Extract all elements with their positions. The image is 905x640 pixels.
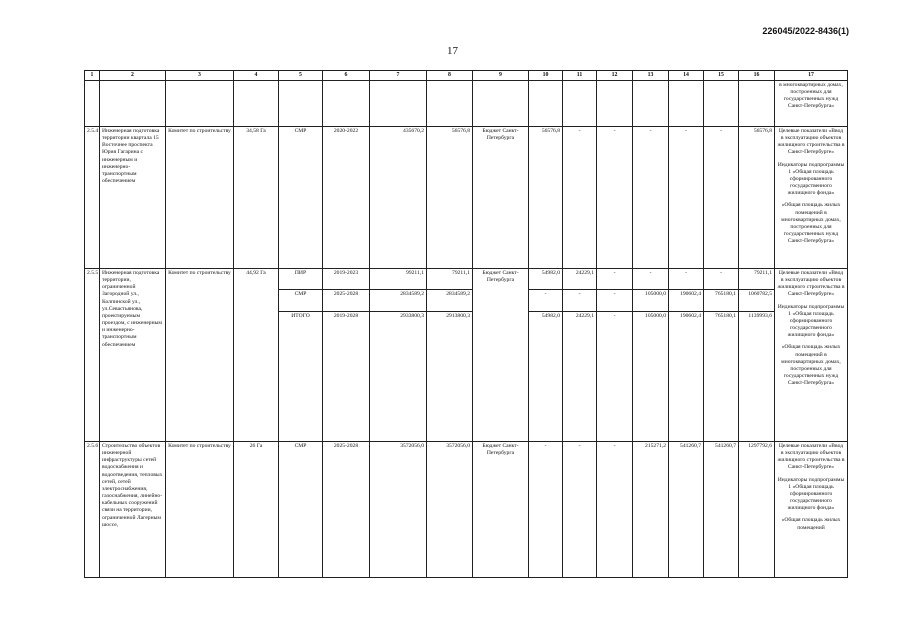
year-value: - <box>669 269 704 290</box>
executor: Комитет по строительству <box>166 127 234 269</box>
year-value: 54982,0 <box>529 312 563 442</box>
period: 2019-2023 <box>323 269 370 290</box>
indicator-subprogram: Индикаторы подпрограммы 1 «Общая площадь сформированного государственного жилищного фонда» <box>777 161 845 197</box>
estimated-cost: 2834589,2 <box>370 290 427 312</box>
indicator-subprogram: Индикаторы подпрограммы 1 «Общая площадь сформированного государственного жилищного фонда» <box>777 303 845 339</box>
row-number: 2.5.4 <box>85 127 100 269</box>
year-value: - <box>597 290 633 312</box>
page-number: 17 <box>447 45 458 57</box>
column-header: 8 <box>427 71 473 81</box>
column-header: 17 <box>775 71 848 81</box>
area: 34,58 Га <box>234 127 279 269</box>
year-value: - <box>563 442 597 578</box>
table-cell <box>563 81 597 127</box>
indicator-target: Целевые показатели «Ввод в эксплуатацию объектов жилищного строительства в Санкт-Петербурге» <box>777 443 845 471</box>
column-header: 9 <box>473 71 529 81</box>
year-value: 54982,0 <box>529 269 563 290</box>
estimated-cost: 99211,1 <box>370 269 427 290</box>
year-value: - <box>597 127 633 269</box>
year-value: 541260,7 <box>669 442 704 578</box>
document-id: 226045/2022-8436(1) <box>762 26 849 36</box>
period: 2019-2028 <box>323 312 370 442</box>
continuation-row <box>85 81 848 127</box>
period: 2025-2028 <box>323 442 370 578</box>
indicator-cell <box>775 127 848 269</box>
year-value: 190602,4 <box>669 290 704 312</box>
column-header: 11 <box>563 71 597 81</box>
column-header: 12 <box>597 71 633 81</box>
year-value: 105000,0 <box>633 312 669 442</box>
funding-source: Бюджет Санкт-Петербурга <box>473 442 529 578</box>
year-value: - <box>597 312 633 442</box>
financing: 56576,8 <box>427 127 473 269</box>
column-header-row <box>85 71 848 81</box>
estimated-cost: 3572056,0 <box>370 442 427 578</box>
work-type: ИТОГО <box>279 312 323 442</box>
year-value: 215271,2 <box>633 442 669 578</box>
funding-source: Бюджет Санкт-Петербурга <box>473 127 529 269</box>
column-header: 3 <box>166 71 234 81</box>
year-value: 541260,7 <box>704 442 739 578</box>
year-value: - <box>597 269 633 290</box>
table-cell <box>370 81 427 127</box>
indicator-cell: в многоквартирных домах, построенных для государственных нужд Санкт-Петербурга» <box>775 81 848 127</box>
total-value: 1060782,5 <box>739 290 775 312</box>
table-cell <box>704 81 739 127</box>
total-value: 1297792,6 <box>739 442 775 578</box>
table-cell <box>323 81 370 127</box>
financing: 3572056,0 <box>427 442 473 578</box>
work-type: ПИР <box>279 269 323 290</box>
work-type: СМР <box>279 290 323 312</box>
year-value: - <box>704 127 739 269</box>
table-cell <box>669 81 704 127</box>
indicator-area: «Общая площадь жилых помещений в многоквартирных домах, построенных для государственных нужд Санкт-Петербурга» <box>781 344 841 387</box>
year-value: - <box>633 269 669 290</box>
table-row <box>85 442 848 578</box>
year-value: - <box>529 290 563 312</box>
table-cell <box>166 81 234 127</box>
financing: 2913800,3 <box>427 312 473 442</box>
indicator-target: Целевые показатели «Ввод в эксплуатацию объектов жилищного строительства в Санкт-Петербурге» <box>777 270 845 298</box>
executor: Комитет по строительству <box>166 269 234 442</box>
table-cell <box>739 81 775 127</box>
table-cell <box>473 81 529 127</box>
indicator-cell <box>775 442 848 578</box>
table-cell <box>234 81 279 127</box>
year-value: - <box>563 290 597 312</box>
year-value: - <box>633 127 669 269</box>
indicator-subprogram: Индикаторы подпрограммы 1 «Общая площадь сформированного государственного жилищного фонда» <box>777 476 845 512</box>
row-number: 2.5.5 <box>85 269 100 442</box>
year-value: - <box>529 442 563 578</box>
table-cell <box>427 81 473 127</box>
table-cell <box>633 81 669 127</box>
column-header: 1 <box>85 71 100 81</box>
year-value: - <box>597 442 633 578</box>
year-value: 765180,1 <box>704 312 739 442</box>
area: 26 Га <box>234 442 279 578</box>
table-cell <box>100 81 166 127</box>
table-cell <box>529 81 563 127</box>
table-cell <box>597 81 633 127</box>
indicator-target: Целевые показатели «Ввод в эксплуатацию объектов жилищного строительства в Санкт-Петербурге» <box>777 128 845 156</box>
row-number: 2.5.6 <box>85 442 100 578</box>
column-header: 5 <box>279 71 323 81</box>
object-name: Инженерная подготовка территории квартала 15 Восточнее проспекта Юрия Гагарина с инженерным и инженерно-транспортным обеспечением <box>100 127 166 269</box>
indicator-area: «Общая площадь жилых помещений в многоквартирных домах, построенных для государственных нужд Санкт-Петербурга» <box>781 202 841 245</box>
work-type: СМР <box>279 127 323 269</box>
table-row <box>85 127 848 269</box>
area: 44,92 Га <box>234 269 279 442</box>
executor: Комитет по строительству <box>166 442 234 578</box>
year-value: - <box>704 269 739 290</box>
year-value: 24229,1 <box>563 312 597 442</box>
period: 2020-2022 <box>323 127 370 269</box>
financing: 2834589,2 <box>427 290 473 312</box>
object-name: Строительство объектов инженерной инфраструктуры сетей водоснабжения и водоотведения, тепловых сетей, сетей электроснабжения, газоснабжения, линейно-кабельных сооружений связи на территории, ограниченной Лагерным шоссе, <box>100 442 166 578</box>
funding-source: Бюджет Санкт-Петербурга <box>473 269 529 442</box>
table-cell <box>85 81 100 127</box>
column-header: 13 <box>633 71 669 81</box>
object-name: Инженерная подготовка территории, ограниченной Загородной ул., Колпинской ул., ул.Севастьянова, проектируемым проездом, с инженерным и инженерно-транспортным обеспечением <box>100 269 166 442</box>
year-value: - <box>669 127 704 269</box>
table-cell <box>279 81 323 127</box>
indicator-cell <box>775 269 848 442</box>
column-header: 2 <box>100 71 166 81</box>
total-value: 79211,1 <box>739 269 775 290</box>
estimated-cost: 435670,2 <box>370 127 427 269</box>
estimated-cost: 2933800,3 <box>370 312 427 442</box>
financing: 79211,1 <box>427 269 473 290</box>
year-value: 56576,8 <box>529 127 563 269</box>
column-header: 15 <box>704 71 739 81</box>
total-value: 56576,8 <box>739 127 775 269</box>
column-header: 7 <box>370 71 427 81</box>
column-header: 10 <box>529 71 563 81</box>
total-value: 1139993,6 <box>739 312 775 442</box>
column-header: 16 <box>739 71 775 81</box>
table-row <box>85 269 848 290</box>
year-value: 24229,1 <box>563 269 597 290</box>
year-value: 105000,0 <box>633 290 669 312</box>
work-type: СМР <box>279 442 323 578</box>
indicator-area: «Общая площадь жилых помещений <box>781 517 841 531</box>
year-value: 190602,4 <box>669 312 704 442</box>
column-header: 14 <box>669 71 704 81</box>
column-header: 6 <box>323 71 370 81</box>
program-table <box>84 70 848 578</box>
year-value: - <box>563 127 597 269</box>
column-header: 4 <box>234 71 279 81</box>
period: 2025-2028 <box>323 290 370 312</box>
year-value: 765180,1 <box>704 290 739 312</box>
